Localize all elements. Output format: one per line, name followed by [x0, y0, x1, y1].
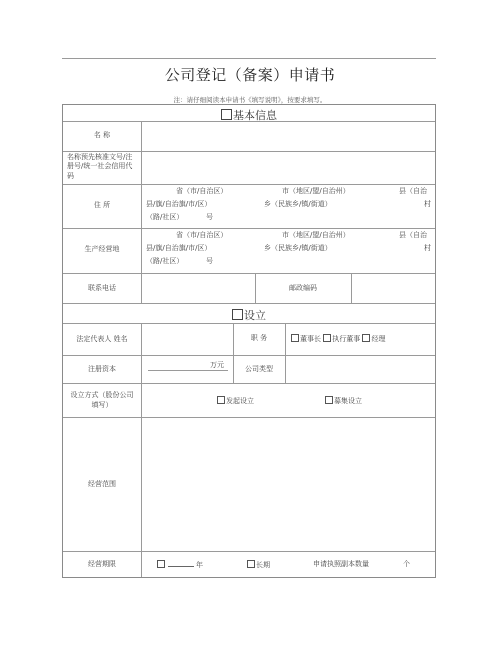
address-label: 住 所: [93, 201, 111, 209]
address-field[interactable]: [142, 185, 435, 228]
legal-rep-field[interactable]: [142, 324, 233, 355]
addr-road: （路/社区）: [146, 213, 184, 221]
prod-addr-road: （路/社区）: [146, 257, 184, 265]
scope-label: 经营范围: [88, 480, 116, 488]
position-checkbox[interactable]: [323, 334, 331, 342]
page-title: 公司登记（备案）申请书: [164, 66, 336, 84]
code-field[interactable]: [142, 152, 435, 184]
method-option-initiation-label: 发起设立: [226, 397, 254, 405]
prod-address-field[interactable]: [142, 229, 435, 273]
position-option-manager: 经理: [371, 335, 386, 343]
prod-addr-county2: 县/旗/自治旗/市/区）: [146, 244, 212, 252]
postcode-field[interactable]: [352, 274, 435, 303]
method-label: 设立方式（股份公司填写）: [70, 391, 134, 409]
capital-field[interactable]: [142, 356, 233, 383]
method-option-initiation: [217, 396, 254, 405]
method-option-raising: [325, 396, 362, 405]
prod-addr-city: 市（地区/盟/自治州）: [282, 231, 350, 239]
method-checkbox[interactable]: [217, 396, 225, 404]
addr-city: 市（地区/盟/自治州）: [282, 187, 350, 195]
scope-field[interactable]: [142, 418, 435, 551]
term-long-checkbox[interactable]: [247, 560, 255, 568]
application-form-table: [62, 104, 436, 578]
company-type-label: 公司类型: [245, 365, 273, 373]
addr-province: 省（市/自治区）: [176, 187, 228, 195]
prod-addr-county: 县（自治: [399, 231, 427, 239]
position-checkbox[interactable]: [291, 334, 299, 342]
legal-rep-label: 法定代表人 姓名: [76, 335, 128, 343]
term-years-blank[interactable]: [168, 560, 194, 567]
name-label: 名 称: [93, 131, 111, 139]
section-establish-label: 设立: [244, 309, 266, 322]
term-years: [157, 560, 203, 569]
addr-county2: 县/旗/自治旗/市/区）: [146, 200, 212, 208]
prod-address-label: 生产经营地: [84, 245, 120, 253]
addr-county: 县（自治: [399, 187, 427, 195]
term-label: 经营期限: [88, 560, 116, 568]
term-year-unit: 年: [196, 561, 203, 569]
prod-addr-town: 乡（民族乡/镇/街道）: [264, 244, 332, 252]
copies-unit: 个: [403, 560, 410, 568]
section-basic-info: [63, 107, 435, 123]
name-field[interactable]: [142, 122, 435, 151]
prod-addr-village: 村: [424, 244, 431, 252]
company-type-field[interactable]: [286, 356, 435, 383]
copies-label: 申请执照副本数量: [313, 560, 369, 568]
addr-village: 村: [424, 200, 431, 208]
form-note: 注：请仔细阅读本申请书《填写说明》，按要求填写。: [173, 96, 327, 104]
method-option-raising-label: 募集设立: [334, 397, 362, 405]
term-long: [247, 560, 270, 569]
position-label: 职 务: [250, 334, 268, 342]
postcode-label: 邮政编码: [289, 284, 317, 292]
phone-field[interactable]: [142, 274, 255, 303]
section-checkbox[interactable]: [221, 109, 232, 120]
section-establish: [63, 307, 435, 323]
addr-number: 号: [206, 213, 213, 221]
section-basic-label: 基本信息: [233, 109, 277, 122]
prod-addr-number: 号: [206, 257, 213, 265]
code-label: 名称预先核准文号/注册号/统一社会信用代码: [67, 153, 133, 180]
section-checkbox[interactable]: [232, 309, 243, 320]
method-checkbox[interactable]: [325, 396, 333, 404]
term-long-label: 长期: [256, 561, 270, 569]
capital-label: 注册资本: [88, 365, 116, 373]
capital-unit: 万元: [210, 361, 224, 369]
header-rule: [62, 58, 436, 59]
position-options: [291, 334, 385, 343]
prod-addr-province: 省（市/自治区）: [176, 231, 228, 239]
phone-label: 联系电话: [88, 284, 116, 292]
term-years-checkbox[interactable]: [157, 560, 165, 568]
position-option-exec-director: 执行董事: [332, 335, 361, 343]
position-checkbox[interactable]: [362, 334, 370, 342]
position-option-chairman: 董事长: [300, 335, 321, 343]
addr-town: 乡（民族乡/镇/街道）: [264, 200, 332, 208]
